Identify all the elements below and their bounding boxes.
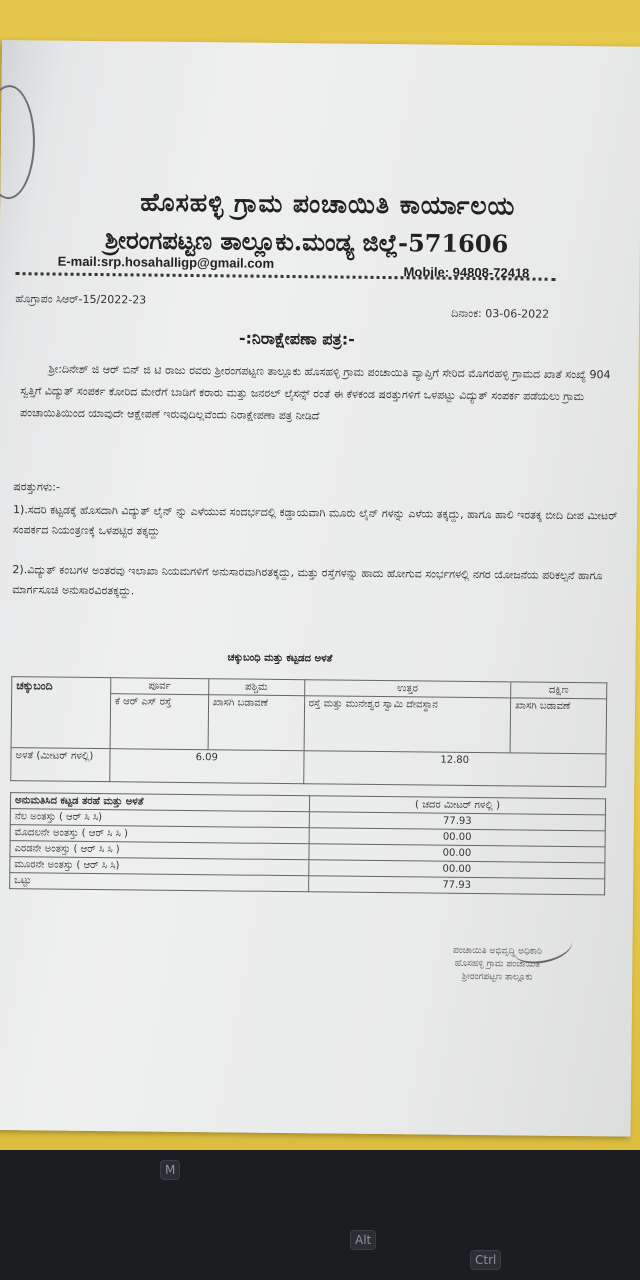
measure-east-west: 6.09 xyxy=(110,749,304,784)
signature-line-1: ಪಂಚಾಯಿತಿ ಅಭಿವೃದ್ಧಿ ಅಧಿಕಾರಿ xyxy=(452,945,542,957)
value-south: ಖಾಸಗಿ ಬಡಾವಣೆ xyxy=(510,698,606,754)
value-east: ಕೆ ಆರ್ ಎಸ್ ರಸ್ತೆ xyxy=(110,694,208,750)
floor-value: 00.00 xyxy=(309,860,605,879)
office-seal xyxy=(0,85,36,200)
measure-label: ಅಳತೆ (ಮೀಟರ್ ಗಳಲ್ಲಿ) xyxy=(11,748,110,782)
header-west: ಪಶ್ಚಿಮ xyxy=(208,679,304,696)
letter-body: ಶ್ರೀ:ದಿನೇಶ್ ಜಿ ಆರ್ ಬಿನ್ ಜಿ ಟಿ ರಾಜು ರವರು ಶ್ರೀರಂಗಪಟ್ಟಣ ತಾಲ್ಲೂಕು ಹೊಸಹಳ್ಳಿ ಗ್ರಾಮ ಪಂಚಾಯಿತಿ ವ್ಯಾಪ್ತಿಗೆ ಸೇರಿದ ಮೊಗರಹಳ್ಳಿ ಗ್ರಾಮದ ಖಾತೆ ಸಂಖ್ಯೆ 904 ಸ್ವತ್ತಿಗೆ ವಿದ್ಯುತ್ ಸಂಪರ್ಕ ಕೋರಿದ ಮೇರೆಗೆ ಬಾಡಿಗೆ ಕರಾರು ಮತ್ತು ಜನರಲ್ ಲೈಸನ್ಸ್ ರಂತೆ ಈ ಕೆಳಕಂಡ ಷರತ್ತುಗಳಿಗೆ ಒಳಪಟ್ಟು ವಿದ್ಯುತ್ ಸಂಪರ್ಕ ಪಡೆಯಲು ಗ್ರಾಮ ಪಂಚಾಯಿತಿಯಿಂದ ಯಾವುದೇ ಆಕ್ಷೇಪಣೆ ಇರುವುದಿಲ್ಲವೆಂದು ನಿರಾಕ್ಷೇಪಣಾ ಪತ್ರ ನೀಡಿದೆ xyxy=(20,362,611,423)
floor-label: ಮೊದಲನೇ ಅಂತಸ್ತು ( ಆರ್ ಸಿ ಸಿ ) xyxy=(10,825,309,844)
floors-header-left: ಅನುಮತಿಸಿದ ಕಟ್ಟಡ ತರಹೆ ಮತ್ತು ಅಳತೆ xyxy=(10,793,309,812)
measure-north-south: 12.80 xyxy=(303,751,606,787)
floor-label: ಮೂರನೇ ಅಂತಸ್ತು ( ಆರ್ ಸಿ ಸಿ) xyxy=(10,857,309,876)
condition-1: 1).ಸದರಿ ಕಟ್ಟಡಕ್ಕೆ ಹೊಸದಾಗಿ ವಿದ್ಯುತ್ ಲೈನ್ ನ್ನು ಎಳೆಯುವ ಸಂದರ್ಭದಲ್ಲಿ ಕಡ್ಡಾಯವಾಗಿ ಮೂರು ಲೈನ್ ಗಳನ್ನು ಎಳೆಯ ತಕ್ಕದ್ದು, ಹಾಗೂ ಹಾಲಿ ಇರತಕ್ಕ ಬೀದಿ ದೀಪ ಮೀಟರ್ ಸಂಪರ್ಕದ ನಿಯಂತ್ರಣಕ್ಕೆ ಒಳಪಟ್ಟಿರ ತಕ್ಕದ್ದು xyxy=(12,503,618,538)
table-title: ಚಕ್ಕುಬಂಧಿ ಮತ್ತು ಕಟ್ಟಡದ ಅಳತೆ xyxy=(227,652,333,665)
reference-number: ಹೊಗ್ರಾಪಂ ಸಿಆರ್-15/2022-23 xyxy=(15,292,147,307)
floor-label: ನೆಲ ಅಂತಸ್ತು ( ಆರ್ ಸಿ ಸಿ) xyxy=(10,809,309,828)
letter-date: ದಿನಾಂಕ: 03-06-2022 xyxy=(451,306,550,321)
signature-line-3: ಶ್ರೀರಂಗಪಟ್ಟಣ ತಾಲ್ಲೂಕು xyxy=(461,971,533,983)
value-west: ಖಾಸಗಿ ಬಡಾವಣೆ xyxy=(208,695,304,751)
document-page xyxy=(0,40,640,1137)
header-north: ಉತ್ತರ xyxy=(304,680,511,698)
office-name: ಹೊಸಹಳ್ಳಿ ಗ್ರಾಮ ಪಂಚಾಯಿತಿ ಕಾರ್ಯಾಲಯ xyxy=(140,187,516,221)
floor-value: 00.00 xyxy=(309,828,605,847)
boundary-label: ಚಕ್ಕುಬಂದಿ xyxy=(11,677,111,749)
keyboard xyxy=(0,1150,640,1280)
office-mobile: Mobile: 94808-72418 xyxy=(403,264,530,281)
floor-total-value: 77.93 xyxy=(309,876,605,895)
floor-total-label: ಒಟ್ಟು xyxy=(10,873,309,892)
table-row xyxy=(11,748,606,787)
keyboard-key: Ctrl xyxy=(470,1250,501,1270)
signature-block xyxy=(402,944,592,985)
floor-value: 00.00 xyxy=(309,844,605,863)
office-email: E-mail:srp.hosahalligp@gmail.com xyxy=(57,253,275,271)
floor-label: ಎರಡನೇ ಅಂತಸ್ತು ( ಆರ್ ಸಿ ಸಿ ) xyxy=(10,841,309,860)
condition-2: 2).ವಿದ್ಯುತ್ ಕಂಬಗಳ ಅಂತರವು ಇಲಾಖಾ ನಿಯಮಗಳಿಗೆ ಅನುಸಾರವಾಗಿರತಕ್ಕದ್ದು, ಮತ್ತು ರಸ್ತೆಗಳನ್ನು ಹಾದು ಹೋಗುವ ಸಂರ್ಭಗಳಲ್ಲಿ ನಗರ ಯೋಜನೆಯ ಪರಿಕಲ್ಪನೆ ಹಾಗೂ ಮಾರ್ಗಸೂಚಿ ಅನುಸಾರವಿರತಕ್ಕದ್ದು. xyxy=(12,563,603,598)
conditions-heading: ಷರತ್ತುಗಳು:- xyxy=(13,480,61,494)
keyboard-key: Alt xyxy=(350,1230,376,1250)
signature-line-2: ಹೊಸಹಳ್ಳಿ ಗ್ರಾಮ ಪಂಚಾಯಿತಿ xyxy=(454,958,540,970)
header-east: ಪೂರ್ವ xyxy=(111,678,209,695)
office-address: ಶ್ರೀರಂಗಪಟ್ಟಣ ತಾಲ್ಲೂಕು.ಮಂಡ್ಯ ಜಿಲ್ಲೆ-571606 xyxy=(104,225,509,259)
floor-area-table xyxy=(9,792,606,895)
value-north: ರಸ್ತೆ ಮತ್ತು ಮುನೇಶ್ವರ ಸ್ವಾಮಿ ದೇವಸ್ಥಾನ xyxy=(304,696,511,753)
keyboard-key: M xyxy=(160,1160,180,1180)
floor-value: 77.93 xyxy=(309,812,605,831)
boundary-table xyxy=(10,676,607,787)
letter-title: -:ನಿರಾಕ್ಷೇಪಣಾ ಪತ್ರ:- xyxy=(238,328,355,349)
floors-header-right: ( ಚದರ ಮೀಟರ್ ಗಳಲ್ಲಿ ) xyxy=(309,796,605,815)
header-south: ದಕ್ಷಿಣ xyxy=(511,682,607,699)
